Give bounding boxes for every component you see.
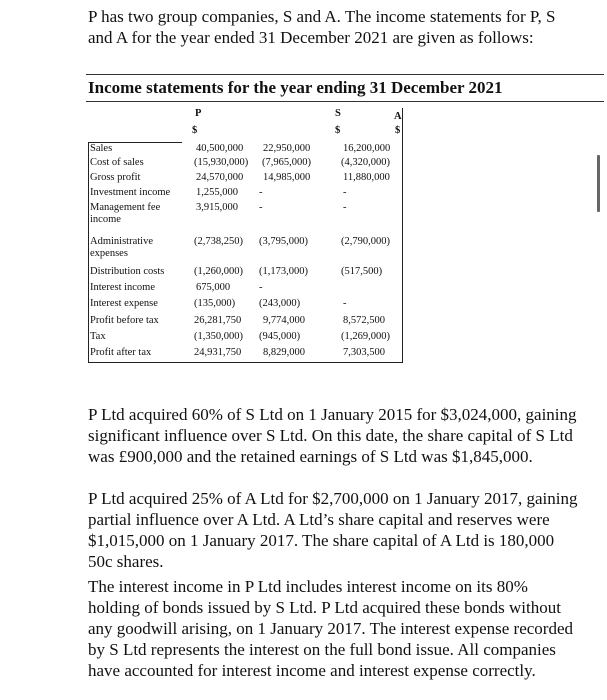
cell-s: -	[259, 202, 263, 213]
cell-p: (15,930,000)	[194, 157, 249, 168]
cell-s: (3,795,000)	[259, 236, 308, 247]
row-label-investment-income: Investment income	[90, 187, 171, 198]
cell-s: -	[259, 187, 263, 198]
cell-p: 3,915,000	[196, 202, 238, 213]
cell-a: 16,200,000	[343, 143, 391, 154]
cell-p: 675,000	[196, 282, 231, 293]
cell-a: (2,790,000)	[341, 236, 390, 247]
currency-p: $	[192, 125, 198, 136]
table-left-border	[88, 142, 89, 362]
scrollbar-thumb[interactable]	[597, 155, 600, 212]
row-label-administrative: Administrative	[90, 236, 153, 247]
cell-s: -	[259, 282, 263, 293]
cell-a: -	[343, 187, 347, 198]
row-label-management-fee: Management fee	[90, 202, 161, 213]
acquisition-a-paragraph: P Ltd acquired 25% of A Ltd for $2,700,000 on 1 January 2017, gaining partial influence over A Ltd. A Ltd’s share capital and reserves were $1,015,000 on 1 January 2017. The share capital of A Ltd is 180,000 50c shares.	[88, 489, 578, 571]
intro-paragraph: P has two group companies, S and A. The income statements for P, S and A for the year ended 31 December 2021 are given as follows:	[88, 7, 556, 47]
cell-s: 9,774,000	[263, 315, 305, 326]
cell-s: (945,000)	[259, 331, 301, 342]
row-label-profit-after-tax: Profit after tax	[90, 347, 152, 358]
row-label-administrative-cont: expenses	[90, 248, 128, 259]
cell-p: (1,350,000)	[194, 331, 243, 342]
interest-paragraph: The interest income in P Ltd includes interest income on its 80% holding of bonds issued by S Ltd. P Ltd acquired these bonds without any goodwill arising, on 1 January 2017. The interest expense recorded by S Ltd represents the interest on the full bond issue. All companies have accounted for interest income and interest expense correctly.	[88, 577, 573, 680]
table-heading: Income statements for the year ending 31 December 2021	[88, 78, 503, 97]
col-header-a: A	[394, 111, 402, 122]
cell-a: (4,320,000)	[341, 157, 390, 168]
row-label-profit-before-tax: Profit before tax	[90, 315, 159, 326]
table-bottom-border	[88, 362, 403, 363]
currency-a: $	[395, 125, 401, 136]
col-header-p: P	[195, 108, 202, 119]
cell-p: 24,931,750	[194, 347, 242, 358]
cell-a: 11,880,000	[343, 172, 390, 183]
acquisition-s-paragraph: P Ltd acquired 60% of S Ltd on 1 January 2015 for $3,024,000, gaining significant influence over S Ltd. On this date, the share capital of S Ltd was £900,000 and the retained earnings of S Ltd was $1,845,000.	[88, 405, 577, 466]
currency-s: $	[335, 125, 341, 136]
cell-s: 22,950,000	[263, 143, 311, 154]
col-header-s: S	[335, 108, 341, 119]
cell-a: 8,572,500	[343, 315, 385, 326]
cell-a: -	[343, 298, 347, 309]
cell-p: (2,738,250)	[194, 236, 243, 247]
table-right-border	[402, 108, 403, 362]
cell-s: 14,985,000	[263, 172, 311, 183]
cell-p: 26,281,750	[194, 315, 242, 326]
heading-top-rule	[86, 74, 604, 75]
cell-p: 24,570,000	[196, 172, 244, 183]
cell-a: -	[343, 202, 347, 213]
heading-bottom-rule	[86, 101, 604, 102]
row-label-interest-expense: Interest expense	[90, 298, 158, 309]
cell-s: 8,829,000	[263, 347, 305, 358]
cell-s: (1,173,000)	[259, 266, 308, 277]
row-label-management-fee-cont: income	[90, 214, 121, 225]
cell-p: 40,500,000	[196, 143, 244, 154]
row-label-sales: Sales	[90, 143, 113, 154]
row-label-gross-profit: Gross profit	[90, 172, 141, 183]
row-label-cost-of-sales: Cost of sales	[90, 157, 144, 168]
cell-s: (243,000)	[259, 298, 301, 309]
cell-a: 7,303,500	[343, 347, 385, 358]
cell-p: (135,000)	[194, 298, 236, 309]
cell-a: (517,500)	[341, 266, 383, 277]
cell-a: (1,269,000)	[341, 331, 390, 342]
cell-s: (7,965,000)	[262, 157, 311, 168]
row-label-interest-income: Interest income	[90, 282, 156, 293]
row-label-tax: Tax	[90, 331, 106, 342]
cell-p: 1,255,000	[196, 187, 238, 198]
row-label-distribution-costs: Distribution costs	[90, 266, 165, 277]
cell-p: (1,260,000)	[194, 266, 243, 277]
